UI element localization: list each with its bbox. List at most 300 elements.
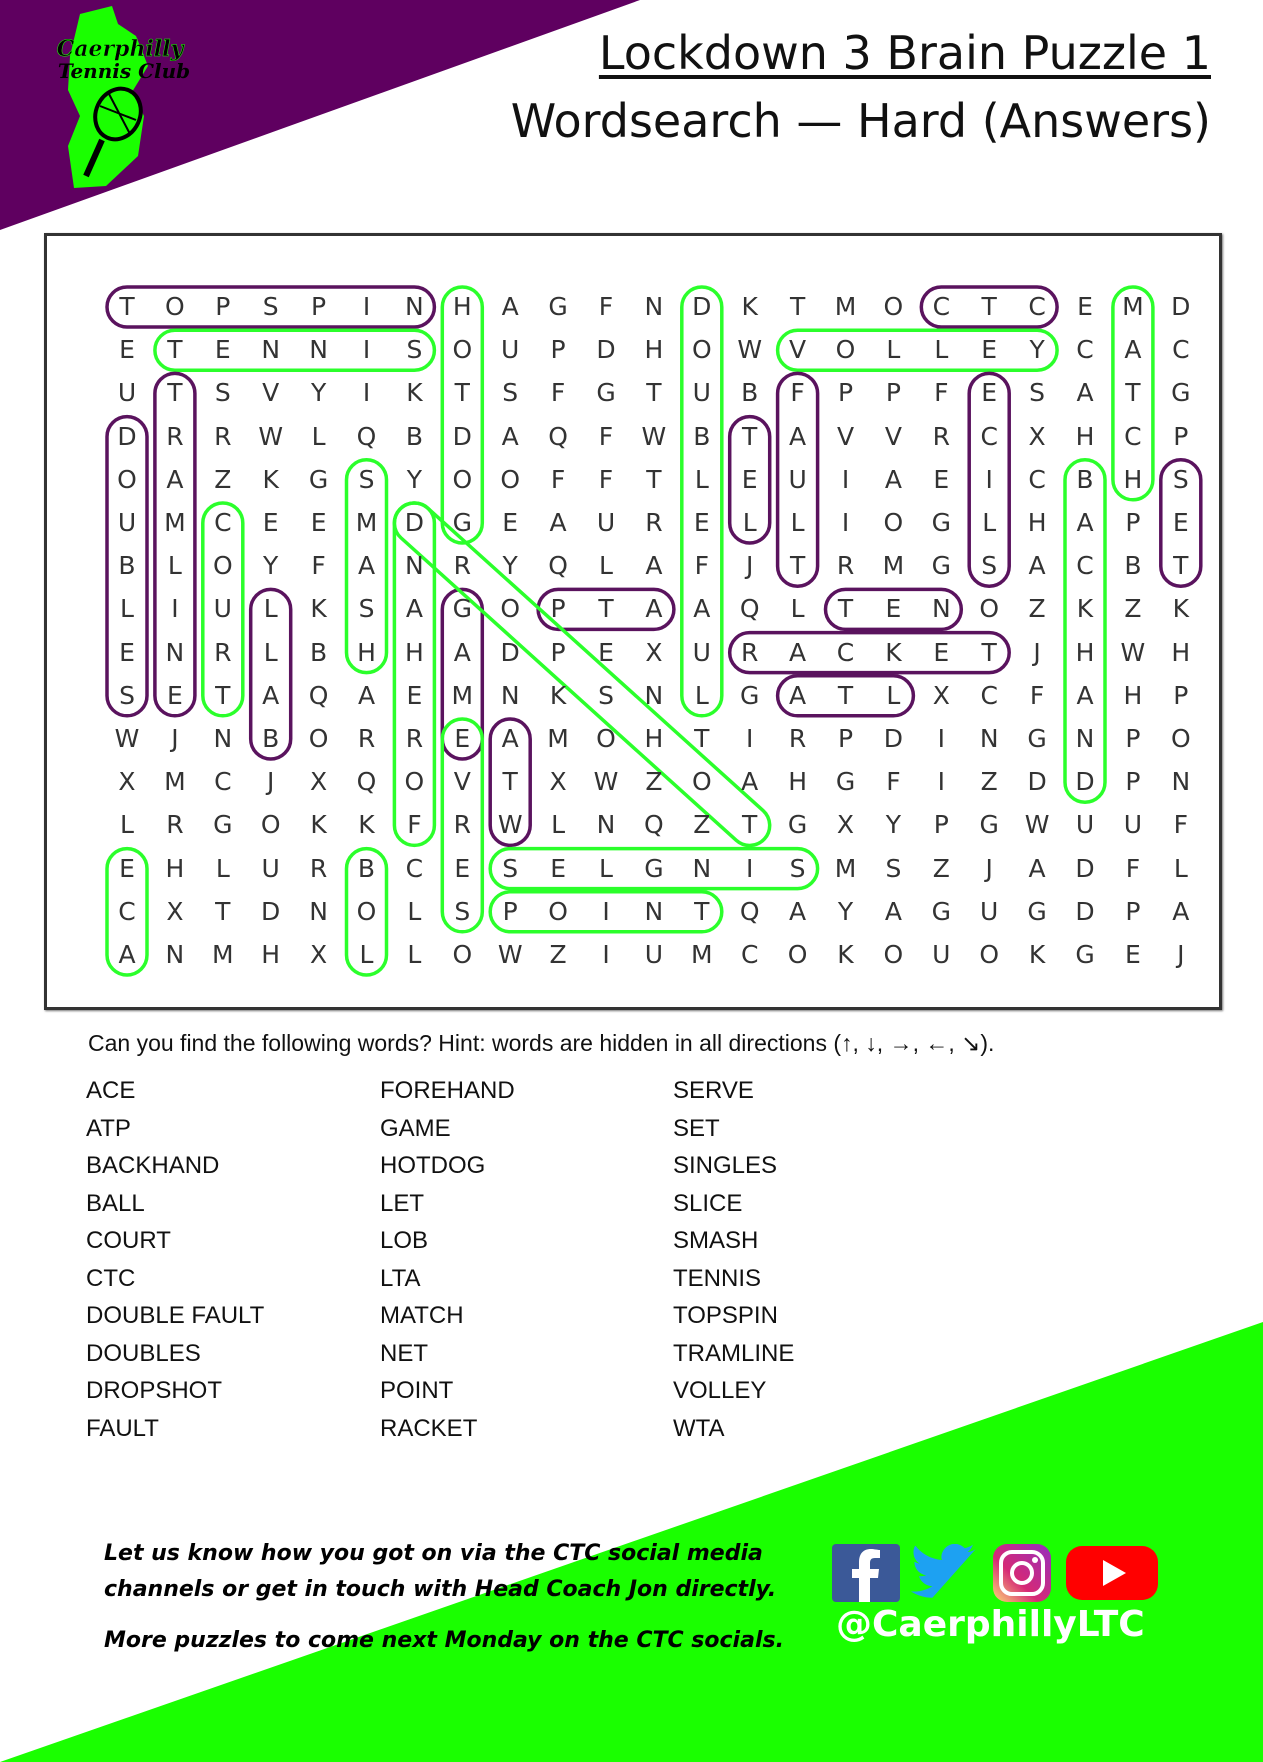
word-item: BACKHAND [86,1152,220,1179]
page-title: Lockdown 3 Brain Puzzle 1 [598,26,1211,80]
word-item: SINGLES [673,1152,778,1179]
grid-letter: T [1173,551,1189,581]
grid-letter: I [746,853,754,883]
word-item: COURT [86,1227,171,1254]
grid-letter: T [454,378,470,408]
footer-line-1: Let us know how you got on via the CTC social media [104,1541,763,1566]
grid-letter: X [645,637,663,667]
grid-letter: T [694,724,710,753]
grid-letter: K [1028,940,1046,969]
grid-letter: G [1075,940,1095,969]
grid-letter: S [502,853,519,883]
grid-letter: D [1171,292,1191,321]
word-item: SERVE [673,1077,754,1104]
grid-letter: W [737,335,763,365]
grid-letter: Y [310,378,327,408]
word-item: DROPSHOT [86,1377,223,1404]
grid-letter: G [979,810,999,840]
grid-letter: G [548,292,568,321]
grid-letter: O [500,464,521,494]
grid-letter: Z [549,940,567,969]
grid-letter: O [452,464,473,494]
grid-letter: A [357,680,376,710]
grid-letter: D [596,335,616,365]
grid-letter: S [789,853,806,883]
logo-text-line1: Caerphilly [56,36,184,62]
grid-letter: F [694,551,709,581]
grid-letter: M [834,853,857,883]
grid-letter: U [932,940,951,969]
grid-letter: L [120,594,134,624]
grid-letter: O [404,767,425,797]
grid-letter: S [502,378,519,408]
grid-letter: A [501,724,519,753]
grid-letter: R [453,551,471,581]
grid-letter: I [362,335,371,365]
grid-letter: N [261,335,281,365]
grid-letter: E [454,724,471,753]
grid-letter: N [596,810,616,840]
grid-letter: T [167,335,183,365]
word-item: WTA [673,1414,725,1442]
grid-letter: E [1077,292,1093,321]
grid-letter: H [357,637,376,667]
grid-letter: L [407,940,422,969]
grid-letter: V [836,421,855,451]
grid-letter: M [164,767,186,797]
grid-letter: C [1076,335,1094,365]
grid-letter: E [598,637,614,667]
word-item: NET [380,1339,428,1367]
grid-letter: P [1125,767,1141,797]
grid-letter: G [1027,896,1047,926]
grid-letter: Z [932,853,950,883]
grid-letter: E [262,508,279,537]
grid-letter: F [598,421,614,451]
grid-letter: Z [1028,594,1046,624]
grid-letter: E [693,508,710,537]
grid-letter: Q [356,421,377,451]
grid-letter: A [501,421,519,451]
word-item: VOLLEY [673,1377,767,1404]
grid-letter: I [937,724,945,753]
grid-letter: L [742,508,757,537]
grid-letter: Q [739,896,760,926]
grid-letter: R [214,421,232,451]
grid-letter: P [550,594,566,624]
grid-letter: P [1173,680,1189,710]
word-item: POINT [380,1377,454,1404]
grid-letter: G [1027,724,1047,753]
grid-letter: R [214,637,232,667]
grid-letter: H [404,637,424,667]
grid-letter: A [693,594,711,624]
grid-letter: O [979,940,1000,969]
grid-letter: C [214,767,232,797]
grid-letter: U [261,853,280,883]
word-item: SMASH [673,1227,759,1254]
grid-letter: E [502,508,519,537]
grid-letter: C [405,853,424,883]
grid-letter: P [885,378,901,408]
grid-letter: Y [885,810,902,840]
grid-letter: Z [1124,594,1142,624]
grid-letter: A [789,637,807,667]
grid-letter: U [117,378,137,408]
grid-letter: P [1125,508,1141,537]
grid-letter: U [788,464,807,494]
grid-letter: O [500,594,521,624]
grid-letter: V [789,335,807,365]
grid-letter: H [644,335,664,365]
grid-letter: X [310,940,328,969]
grid-letter: G [596,378,616,408]
grid-letter: M [212,940,234,969]
grid-letter: T [694,896,710,926]
grid-letter: D [404,508,425,537]
grid-letter: A [789,896,807,926]
grid-letter: W [1024,810,1050,840]
grid-letter: J [1177,940,1185,969]
word-item: TRAMLINE [673,1339,795,1367]
grid-letter: L [359,940,374,969]
grid-letter: C [1028,464,1046,494]
grid-letter: O [308,724,329,753]
word-item: ATP [86,1114,131,1142]
grid-letter: H [1027,508,1047,537]
grid-letter: O [596,724,616,753]
grid-letter: X [118,767,136,797]
grid-letter: U [1123,810,1143,840]
grid-letter: H [1075,637,1095,667]
word-item: SLICE [673,1189,743,1217]
grid-letter: R [645,508,663,537]
grid-letter: K [406,378,423,408]
grid-letter: B [357,853,376,883]
grid-letter: Y [1029,335,1045,365]
grid-letter: S [358,594,375,624]
grid-letter: G [213,810,233,840]
facebook-icon[interactable] [832,1544,900,1602]
grid-letter: G [452,594,472,624]
grid-letter: O [165,292,185,321]
grid-letter: T [1125,378,1141,408]
word-list-column-1 [86,1072,264,1447]
grid-letter: E [1124,940,1141,969]
grid-letter: A [1076,508,1094,537]
grid-letter: Y [263,551,279,581]
grid-letter: T [215,680,231,710]
grid-letter: F [1173,810,1188,840]
grid-letter: E [933,637,950,667]
logo-text-line2: Tennis Club [57,59,191,83]
grid-letter: F [886,767,901,797]
grid-letter: O [356,896,377,926]
word-item: ACE [86,1077,136,1104]
grid-letter: V [884,421,902,451]
grid-letter: W [1120,637,1146,667]
grid-letter: Q [356,767,377,797]
grid-letter: A [262,680,280,710]
grid-letter: C [118,896,136,926]
grid-letter: R [309,853,328,883]
grid-letter: O [1170,724,1191,753]
grid-letter: L [1173,853,1188,883]
grid-letter: O [452,940,473,969]
grid-letter: N [213,724,233,753]
grid-letter: A [789,421,807,451]
instagram-icon[interactable] [988,1544,1056,1602]
grid-letter: I [985,464,993,494]
word-item: FAULT [86,1414,159,1442]
grid-letter: T [215,896,231,926]
word-item: DOUBLES [86,1339,201,1367]
grid-letter: L [167,551,182,581]
word-item: RACKET [380,1414,478,1442]
twitter-icon[interactable] [910,1544,978,1602]
grid-letter: S [214,378,231,408]
grid-letter: W [641,421,667,451]
grid-letter: B [118,551,136,581]
grid-letter: J [1033,637,1041,667]
grid-letter: G [1171,378,1191,408]
grid-letter: N [644,680,664,710]
grid-letter: R [836,551,855,581]
grid-letter: C [980,421,998,451]
grid-letter: I [602,896,610,926]
grid-letter: R [166,810,184,840]
grid-letter: A [1124,335,1142,365]
grid-letter: L [599,551,613,581]
grid-letter: K [885,637,902,667]
grid-letter: S [262,292,279,321]
grid-letter: A [884,464,902,494]
grid-letter: E [981,378,998,408]
grid-letter: G [452,508,472,537]
grid-letter: G [835,767,856,797]
grid-letter: H [788,767,807,797]
grid-letter: W [497,940,523,969]
grid-letter: K [549,680,567,710]
grid-letter: R [357,724,376,753]
grid-letter: Z [214,464,232,494]
grid-letter: H [1171,637,1191,667]
grid-letter: B [693,421,711,451]
grid-letter: T [981,637,997,667]
grid-letter: N [931,594,951,624]
grid-letter: V [453,767,471,797]
grid-letter: E [166,680,183,710]
grid-letter: D [1027,767,1047,797]
grid-letter: I [362,378,371,408]
grid-letter: B [310,637,328,667]
grid-letter: T [789,551,806,581]
grid-letter: E [406,680,423,710]
grid-letter: E [119,853,135,883]
grid-letter: U [644,940,664,969]
grid-letter: G [308,464,329,494]
grid-letter: I [362,292,371,321]
word-item: MATCH [380,1302,464,1329]
grid-letter: N [405,292,424,321]
grid-letter: L [694,680,709,710]
grid-letter: E [885,594,902,624]
word-item: HOTDOG [380,1152,486,1179]
grid-letter: L [120,810,134,840]
grid-letter: L [694,464,709,494]
grid-letter: D [692,292,712,321]
grid-letter: C [1028,292,1046,321]
grid-letter: E [550,853,566,883]
grid-letter: S [454,896,471,926]
grid-letter: S [598,680,614,710]
grid-letter: D [883,724,904,753]
grid-letter: L [886,335,901,365]
grid-letter: N [500,680,520,710]
grid-letter: P [550,637,566,667]
grid-letter: P [502,896,518,926]
grid-letter: H [261,940,281,969]
word-list-column-3 [673,1072,794,1447]
grid-letter: C [836,637,855,667]
grid-letter: W [114,724,140,753]
grid-letter: H [452,292,472,321]
grid-letter: I [602,940,610,969]
grid-letter: U [980,896,999,926]
grid-letter: U [692,378,711,408]
grid-letter: U [692,637,711,667]
grid-letter: M [1122,292,1144,321]
grid-letter: U [117,508,137,537]
grid-letter: E [454,853,471,883]
grid-letter: E [119,335,135,365]
grid-letter: O [260,810,281,840]
grid-letter: D [261,896,281,926]
grid-letter: A [884,896,902,926]
social-handle[interactable]: @CaerphillyLTC [836,1604,1145,1645]
grid-letter: I [841,464,850,494]
grid-letter: L [215,853,230,883]
grid-letter: F [598,464,614,494]
grid-letter: E [933,464,950,494]
grid-letter: K [837,940,854,969]
grid-letter: C [1124,421,1142,451]
grid-letter: K [262,464,279,494]
grid-letter: J [267,767,275,797]
grid-letter: N [979,724,999,753]
grid-letter: X [310,767,328,797]
grid-letter: O [117,464,137,494]
grid-letter: D [1075,896,1095,926]
grid-letter: A [1028,853,1046,883]
grid-letter: T [646,378,662,408]
grid-letter: O [883,940,904,969]
grid-letter: T [742,810,758,840]
grid-letter: T [789,292,806,321]
grid-letter: R [166,421,184,451]
grid-letter: E [310,508,327,537]
grid-letter: P [215,292,231,321]
grid-letter: M [164,508,186,537]
grid-letter: N [165,637,185,667]
grid-letter: B [262,724,280,753]
grid-letter: L [263,637,278,667]
grid-letter: Y [502,551,518,581]
grid-letter: O [883,508,904,537]
grid-letter: S [981,551,998,581]
grid-letter: J [746,551,754,581]
grid-letter: T [837,594,854,624]
grid-letter: L [599,853,613,883]
grid-letter: C [740,940,759,969]
grid-letter: A [1172,896,1190,926]
grid-letter: F [550,378,566,408]
grid-letter: M [547,724,569,753]
grid-letter: E [119,637,135,667]
grid-letter: S [406,335,423,365]
grid-letter: R [932,421,950,451]
grid-letter: G [740,680,760,710]
grid-letter: P [837,378,854,408]
grid-letter: O [979,594,1000,624]
grid-letter: P [1173,421,1189,451]
youtube-icon[interactable] [1066,1544,1158,1602]
grid-letter: P [1125,896,1141,926]
grid-letter: N [1171,767,1191,797]
grid-letter: A [1028,551,1046,581]
grid-letter: B [405,421,423,451]
grid-letter: G [931,551,951,581]
grid-letter: T [837,680,854,710]
grid-letter: X [1028,421,1046,451]
grid-letter: O [691,335,712,365]
grid-letter: C [932,292,951,321]
grid-letter: W [497,810,523,840]
grid-letter: Q [739,594,760,624]
grid-letter: X [932,680,950,710]
grid-letter: N [309,896,328,926]
grid-letter: K [741,292,758,321]
grid-letter: R [405,724,424,753]
grid-letter: L [982,508,997,537]
word-list-column-2 [380,1072,515,1447]
grid-letter: F [598,292,614,321]
grid-letter: B [1124,551,1142,581]
hint-text: Can you find the following words? Hint: words are hidden in all directions (↑, ↓, →, ←, ↘). [88,1030,995,1056]
grid-letter: S [119,680,135,710]
grid-letter: S [358,464,375,494]
grid-letter: O [452,335,473,365]
grid-letter: X [836,810,855,840]
grid-letter: N [644,292,664,321]
grid-letter: T [119,292,135,321]
word-item: LOB [380,1227,429,1254]
grid-letter: A [645,551,663,581]
grid-letter: Z [645,767,663,797]
grid-letter: K [310,810,327,840]
grid-letter: F [1029,680,1045,710]
grid-letter: E [1172,508,1189,537]
word-item: GAME [380,1114,451,1142]
grid-letter: H [1075,421,1095,451]
grid-letter: A [501,292,519,321]
grid-letter: A [789,680,807,710]
grid-letter: O [835,335,856,365]
grid-letter: A [741,767,759,797]
grid-letter: T [742,421,758,451]
grid-letter: K [1076,594,1094,624]
grid-letter: S [1029,378,1046,408]
